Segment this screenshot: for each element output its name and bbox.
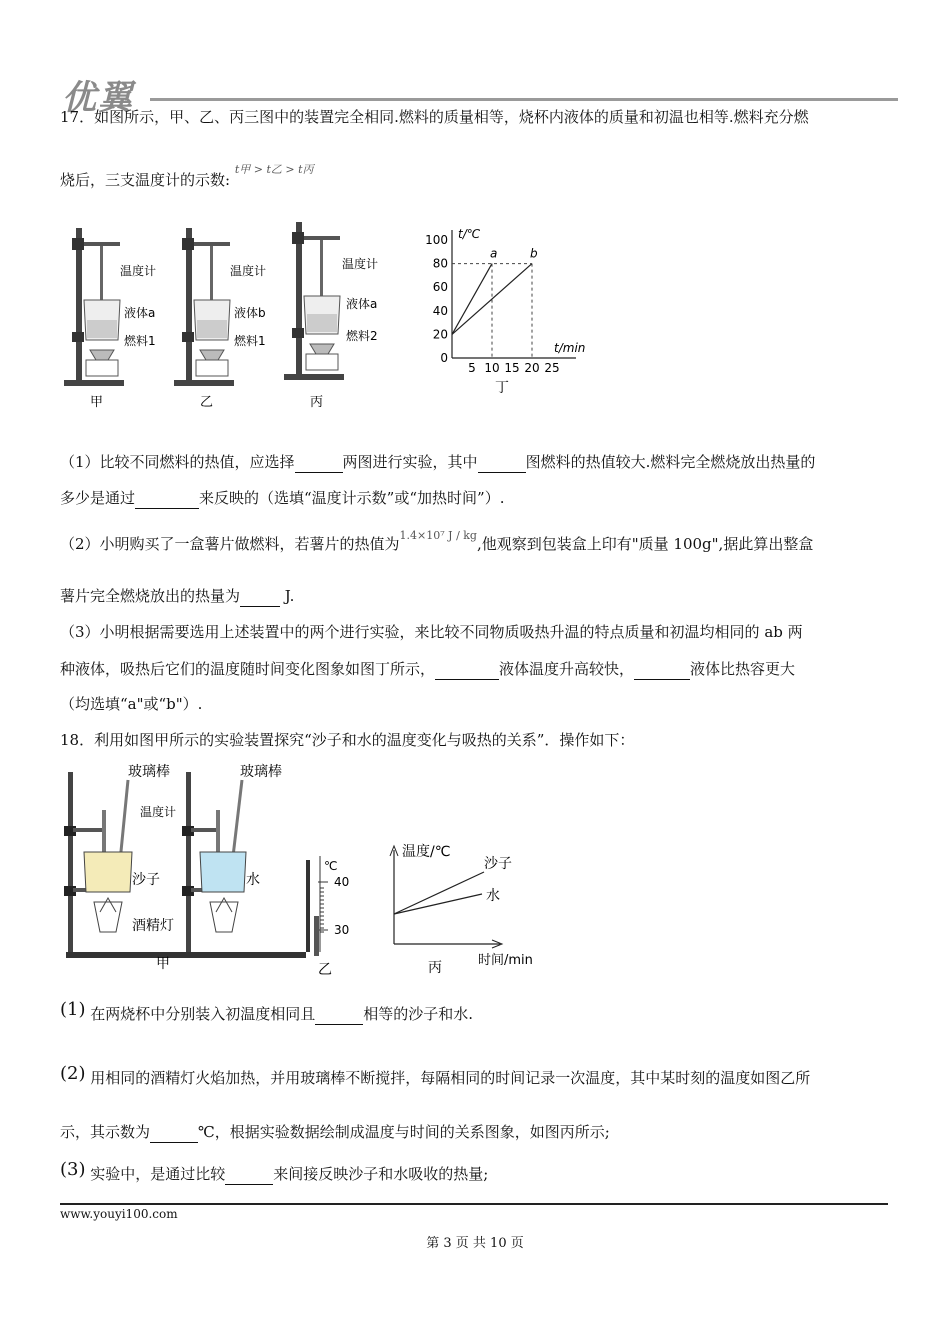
label-rod-2: 玻璃棒 bbox=[240, 764, 282, 780]
q17-p2-d: J. bbox=[280, 587, 295, 605]
series-label-b: b bbox=[530, 246, 538, 261]
q18-s2-b: 示，其示数为 bbox=[60, 1123, 151, 1141]
q18-step3 bbox=[60, 1159, 489, 1185]
q18-step3-num: (3) bbox=[60, 1159, 86, 1180]
x-tick-10: 10 bbox=[484, 361, 500, 375]
x-axis-label: t/min bbox=[554, 341, 586, 355]
apparatus-yi bbox=[174, 228, 266, 410]
q17-chart-ding bbox=[420, 222, 586, 402]
y-tick-80: 80 bbox=[432, 256, 448, 271]
q17-part3-line1: （3）小明根据需要选用上述装置中的两个进行实验，来比较不同物质吸热升温的特点质量和初温均相同的 ab 两 bbox=[60, 623, 803, 641]
q17-p1-c: 图燃料的热值较大.燃料完全燃烧放出热量的 bbox=[525, 453, 816, 471]
q18-step2-line2 bbox=[60, 1122, 610, 1143]
q17-p2-formula: 1.4×10⁷ J / kg bbox=[399, 529, 477, 542]
label-alcohol-lamp: 酒精灯 bbox=[132, 918, 174, 934]
thermo-tick-30: 30 bbox=[334, 923, 350, 937]
q18-s3-a: 实验中，是通过比较 bbox=[90, 1165, 226, 1183]
graph-xlabel: 时间/min bbox=[478, 953, 533, 968]
q18-thermometer-figure bbox=[300, 852, 360, 978]
q17-p2-a: （2）小明购买了一盒薯片做燃料，若薯片的热值为 bbox=[60, 535, 400, 553]
blank-q17-4[interactable] bbox=[240, 586, 280, 607]
label-jia-liquid: 液体a bbox=[124, 306, 156, 320]
series-line-a bbox=[452, 264, 492, 335]
caption-q18-jia: 甲 bbox=[156, 956, 170, 972]
q17-p2-b: ,他观察到包装盒上印有"质量 100g",据此算出整盒 bbox=[476, 535, 814, 553]
y-tick-0: 0 bbox=[440, 351, 448, 365]
q17-p3-c: 液体温度升高较快， bbox=[499, 660, 635, 678]
thermo-unit: ℃ bbox=[324, 859, 338, 873]
apparatus-jia bbox=[64, 228, 156, 410]
q17-p3-d: 液体比热容更大 bbox=[690, 660, 796, 678]
q17-p2-c: 薯片完全燃烧放出的热量为 bbox=[60, 587, 241, 605]
q17-part1-line2 bbox=[60, 488, 504, 509]
label-jia-thermo: 温度计 bbox=[120, 264, 157, 278]
series-label-a: a bbox=[490, 246, 498, 261]
q18-graph-figure bbox=[380, 840, 550, 980]
caption-bing: 丙 bbox=[310, 395, 324, 410]
q17-part2-line2 bbox=[60, 586, 294, 607]
caption-yi: 乙 bbox=[200, 395, 214, 410]
q18-step1-num: (1) bbox=[60, 999, 86, 1020]
footer-url[interactable]: www.youyi100.com bbox=[60, 1207, 178, 1221]
blank-q17-3[interactable] bbox=[135, 488, 199, 509]
blank-q18-3[interactable] bbox=[225, 1164, 273, 1185]
label-bing-fuel: 燃料2 bbox=[346, 329, 378, 343]
y-tick-20: 20 bbox=[432, 327, 448, 342]
q18-step2-num: (2) bbox=[60, 1063, 86, 1084]
label-thermometer: 温度计 bbox=[140, 805, 177, 819]
label-rod-1: 玻璃棒 bbox=[128, 764, 170, 780]
blank-q18-2[interactable] bbox=[150, 1122, 198, 1143]
q17-p1-a: （1）比较不同燃料的热值，应选择 bbox=[60, 453, 295, 471]
label-bing-thermo: 温度计 bbox=[342, 257, 379, 271]
blank-q17-5[interactable] bbox=[435, 659, 499, 680]
brand-logo: 优翼 bbox=[62, 78, 134, 118]
x-tick-25: 25 bbox=[544, 361, 560, 375]
blank-q17-1[interactable] bbox=[295, 452, 343, 473]
q17-part1-line1 bbox=[60, 452, 815, 473]
q17-part3-line3: （均选填“a"或“b"）. bbox=[60, 695, 203, 713]
label-jia-fuel: 燃料1 bbox=[124, 334, 156, 348]
q17-p3-b: 种液体，吸热后它们的温度随时间变化图象如图丁所示， bbox=[60, 660, 436, 678]
y-axis-label: t/℃ bbox=[458, 227, 481, 241]
line-water bbox=[394, 894, 482, 914]
chart-caption: 丁 bbox=[495, 380, 509, 396]
q17-p1-e: 来反映的（选填“温度计示数”或“加热时间”）. bbox=[199, 489, 505, 507]
q18-s1-a: 在两烧杯中分别装入初温度相同且 bbox=[90, 1005, 316, 1023]
q18-s2-a: 用相同的酒精灯火焰加热，并用玻璃棒不断搅拌，每隔相同的时间记录一次温度，其中某时刻的温度如图乙所 bbox=[90, 1069, 811, 1087]
q17-part3-line2 bbox=[60, 659, 795, 680]
y-tick-100: 100 bbox=[425, 233, 448, 247]
q18-apparatus-figure bbox=[60, 762, 310, 974]
q18-step2-line1 bbox=[60, 1063, 811, 1088]
label-bing-liquid: 液体a bbox=[346, 297, 378, 311]
q17-formula: t甲 > t乙 > t丙 bbox=[234, 163, 314, 176]
graph-label-water: 水 bbox=[486, 888, 500, 904]
q17-p1-b: 两图进行实验，其中 bbox=[342, 453, 478, 471]
blank-q17-2[interactable] bbox=[478, 452, 526, 473]
label-sand: 沙子 bbox=[132, 872, 160, 888]
q18-s3-b: 来间接反映沙子和水吸收的热量; bbox=[273, 1165, 489, 1183]
graph-ylabel: 温度/℃ bbox=[402, 844, 451, 860]
blank-q18-1[interactable] bbox=[315, 1004, 363, 1025]
caption-q18-yi: 乙 bbox=[318, 962, 332, 978]
caption-q18-bing: 丙 bbox=[428, 960, 442, 976]
q18-intro: 18．利用如图甲所示的实验装置探究“沙子和水的温度变化与吸热的关系”．操作如下： bbox=[60, 731, 635, 749]
label-water: 水 bbox=[246, 872, 260, 888]
footer-page-number: 第 3 页 共 10 页 bbox=[426, 1236, 524, 1251]
caption-jia: 甲 bbox=[90, 395, 104, 410]
graph-label-sand: 沙子 bbox=[484, 856, 512, 872]
y-tick-40: 40 bbox=[432, 303, 448, 318]
apparatus-bing bbox=[284, 222, 378, 410]
x-tick-5: 5 bbox=[468, 361, 476, 375]
header-rule bbox=[150, 98, 898, 101]
q17-part2-line1 bbox=[60, 529, 814, 556]
q17-intro-line2 bbox=[60, 163, 314, 192]
blank-q17-6[interactable] bbox=[634, 659, 690, 680]
y-tick-60: 60 bbox=[432, 280, 448, 295]
label-yi-thermo: 温度计 bbox=[230, 264, 267, 278]
q17-intro-text: 烧后，三支温度计的示数: bbox=[60, 171, 231, 189]
x-tick-15: 15 bbox=[504, 361, 520, 375]
x-tick-20: 20 bbox=[524, 361, 540, 375]
q18-s1-b: 相等的沙子和水. bbox=[363, 1005, 474, 1023]
q18-s2-c: ℃，根据实验数据绘制成温度与时间的关系图象，如图丙所示; bbox=[198, 1123, 610, 1141]
q18-step1 bbox=[60, 999, 474, 1025]
footer-rule bbox=[60, 1203, 888, 1205]
q17-apparatus-figure bbox=[62, 220, 402, 410]
line-sand bbox=[394, 872, 484, 914]
q17-p1-d: 多少是通过 bbox=[60, 489, 136, 507]
thermo-tick-40: 40 bbox=[334, 875, 350, 889]
q17-intro-line1: 17．如图所示，甲、乙、丙三图中的装置完全相同.燃料的质量相等，烧杯内液体的质量和初温也相等.燃料充分燃 bbox=[60, 108, 809, 126]
label-yi-fuel: 燃料1 bbox=[234, 334, 266, 348]
label-yi-liquid: 液体b bbox=[234, 306, 266, 320]
